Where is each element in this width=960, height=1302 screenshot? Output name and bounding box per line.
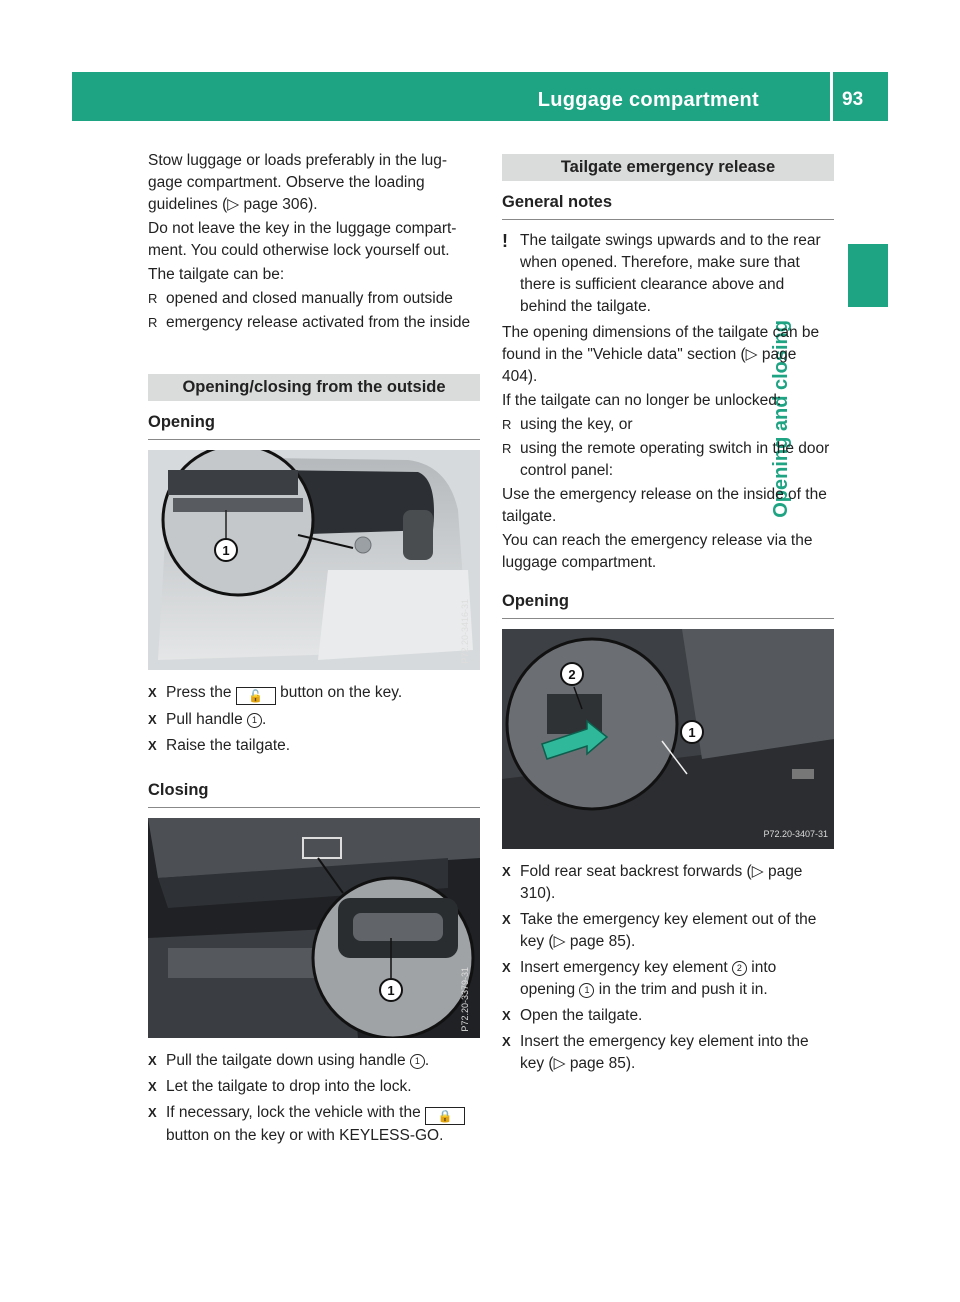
instruction-step: X Insert the emergency key element into the key (▷ page 85). [502,1033,809,1072]
instruction-step: X Let the tailgate to drop into the lock. [148,1076,480,1098]
instruction-step: X Open the tailgate. [502,1005,834,1027]
instruction-step: X Take the emergency key element out of the key (▷ page 85). [502,911,817,950]
instruction-step: X Pull the tailgate down using handle 1 . [148,1050,480,1072]
callout-1: 1 [247,713,262,728]
callout-1: 1 [579,983,594,998]
list-item: R using the remote operating switch in the door control panel: [502,440,830,479]
car-rear-illustration [148,450,480,670]
step-marker: X [502,864,511,879]
step-marker: X [148,685,157,700]
bullet-marker: R [148,315,158,330]
instruction-step: X Fold rear seat backrest forwards (▷ page 310). [502,863,803,902]
lock-button-icon: 🔒 [425,1107,465,1125]
left-column [148,150,480,1151]
svg-text:1: 1 [688,725,696,740]
step-marker: X [502,912,511,927]
list-item: R opened and closed manually from outside [148,288,480,310]
step-marker: X [502,1008,511,1023]
car-rear-photo [148,450,480,670]
emergency-release-photo [502,629,834,849]
instruction-step: X Raise the tailgate. [148,735,480,757]
image-code: P72.20-3416-31 [460,599,470,664]
bullet-marker: R [502,417,512,432]
image-code: P72.20-3379-31 [460,967,470,1032]
unlock-button-icon: 🔓 [236,687,276,705]
intro-paragraph: Stow luggage or loads preferably in the lug-gage compartment. Observe the loading guidelines (▷ page 306). [148,152,447,213]
page-title: Luggage compartment [537,89,759,111]
body-paragraph: The opening dimensions of the tailgate can be found in the "Vehicle data" section (▷ page 404). [502,324,820,385]
step-marker: X [148,1053,157,1068]
subsection-heading: Opening [502,590,834,619]
step-marker: X [148,712,157,727]
intro-paragraph: Do not leave the key in the luggage compart-ment. You could otherwise lock yourself out. [148,220,457,259]
list-item: R using the key, or [502,414,834,436]
svg-text:2: 2 [568,667,576,682]
instruction-step: X Pull handle 1 . [148,709,480,731]
instruction-step: X Press the 🔓 button on the key. [148,684,403,703]
instruction-step: X Insert emergency key element 2 into opening 1 in the trim and push it in. [502,959,777,998]
body-paragraph: Use the emergency release on the inside of the tailgate. [502,486,827,525]
step-marker: X [148,1079,157,1094]
body-paragraph: You can reach the emergency release via the luggage compartment. [502,532,813,571]
bullet-marker: R [502,441,512,456]
page-number: 93 [842,89,864,110]
list-item: R emergency release activated from the inside [148,312,480,334]
svg-text:1: 1 [222,543,230,558]
subsection-heading: Closing [148,779,480,808]
emergency-release-illustration [502,629,834,849]
header-bar [72,72,888,121]
side-tab-label: Opening and closing [770,320,793,518]
step-marker: X [502,1034,511,1049]
tailgate-open-illustration [148,818,480,1038]
svg-text:1: 1 [387,983,395,998]
instruction-step: X If necessary, lock the vehicle with the 🔒 button on the key or with KEYLESS-GO. [148,1102,480,1147]
right-column [502,154,834,1079]
tailgate-open-photo [148,818,480,1038]
header-divider [830,72,833,121]
bullet-marker: R [148,291,158,306]
subsection-heading: Opening [148,411,480,440]
callout-2: 2 [732,961,747,976]
intro-paragraph: The tailgate can be: [148,266,285,283]
side-tab-marker [848,244,888,307]
step-marker: X [148,1105,157,1120]
subsection-heading: General notes [502,191,834,220]
warning-icon: ! [502,231,508,251]
body-paragraph: If the tailgate can no longer be unlocked: [502,392,782,409]
step-marker: X [502,960,511,975]
callout-1: 1 [410,1054,425,1069]
image-code: P72.20-3407-31 [763,829,828,839]
section-heading: Opening/closing from the outside [148,374,480,401]
step-marker: X [148,738,157,753]
warning-note: ! The tailgate swings upwards and to the rear when opened. Therefore, make sure that there is sufficient clearance above and behind the tailgate. [502,231,821,315]
section-heading: Tailgate emergency release [502,154,834,181]
